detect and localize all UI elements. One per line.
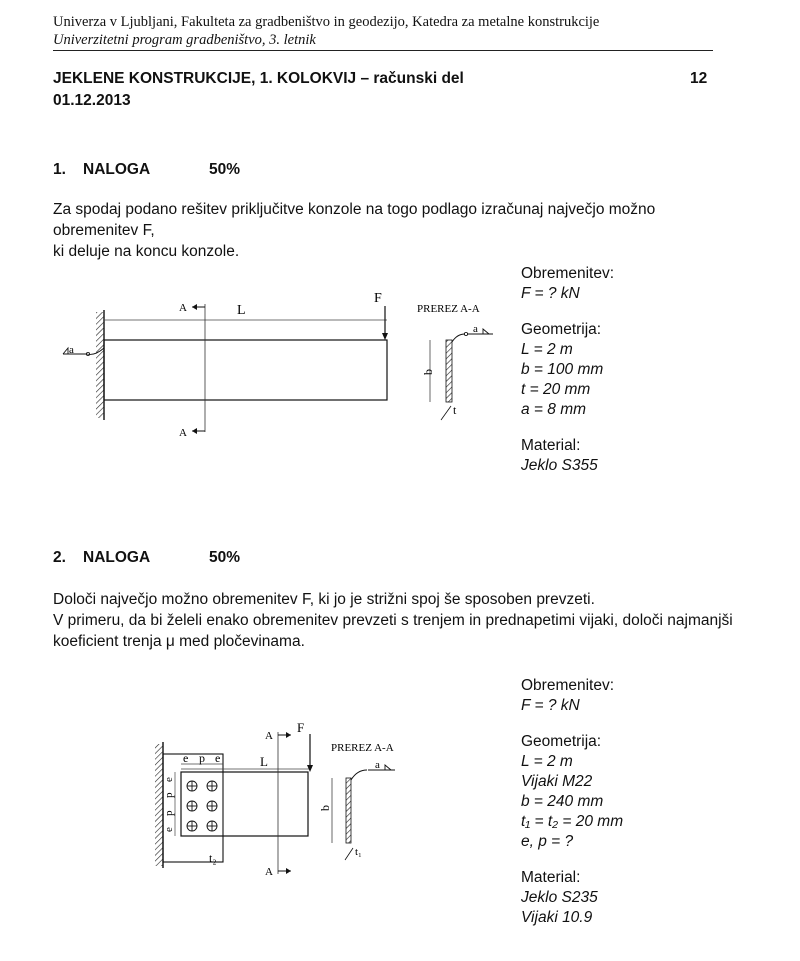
task2-load-label: Obremenitev: — [521, 677, 615, 694]
label-b: b — [421, 369, 435, 375]
header-divider — [53, 50, 713, 51]
task1-geometry-a: a = 8 mm — [521, 401, 587, 418]
task2-weight: 50% — [209, 549, 241, 566]
end-plate — [163, 754, 223, 862]
task2-material-steel: Jeklo S235 — [521, 889, 598, 906]
dim-e-top: e — [163, 777, 175, 782]
label-A-bottom: A — [179, 427, 187, 439]
dim-e-bottom: e — [163, 827, 175, 832]
task1-data — [521, 264, 614, 476]
label-F: F — [297, 720, 305, 735]
task2-geometry-b: b = 240 mm — [521, 793, 604, 810]
label-L: L — [260, 754, 268, 769]
section-plate — [446, 340, 452, 402]
label-A-top: A — [265, 730, 273, 742]
wall-hatch — [155, 744, 163, 866]
task1-name: NALOGA — [83, 161, 151, 178]
page-number: 12 — [690, 70, 708, 87]
task1-load-label: Obremenitev: — [521, 265, 615, 282]
task1-text-line1: Za spodaj podano rešitev priključitve konzole na togo podlago izračunaj največjo možno obremenitev F, — [53, 201, 656, 239]
label-t: t — [453, 403, 457, 417]
task2-material-bolts: Vijaki 10.9 — [521, 909, 593, 926]
task2-geometry-e-p: e, p = ? — [521, 833, 574, 850]
task1-cantilever-figure — [55, 280, 505, 450]
document-date: 01.12.2013 — [53, 92, 131, 109]
section-weld-a: a — [473, 323, 478, 335]
dim-p-vertical-1: p — [163, 810, 175, 816]
bolt-group — [187, 781, 217, 831]
task2-bolted-connection-figure — [145, 718, 405, 883]
task1-geometry-t: t = 20 mm — [521, 381, 591, 398]
wall-hatch — [96, 312, 104, 418]
dim-p-vertical-2: p — [163, 792, 175, 798]
label-F: F — [374, 291, 382, 306]
task1-text-line2: ki deluje na koncu konzole. — [53, 243, 240, 260]
task1-material-label: Material: — [521, 437, 581, 454]
university-header: Univerza v Ljubljani, Fakulteta za gradbeništvo in geodezijo, Katedra za metalne konstrukcije — [53, 14, 600, 30]
label-t2: t₂ — [209, 851, 217, 865]
task2-text-line3: koeficient trenja μ med pločevinama. — [53, 633, 305, 650]
task2-text-line1: Določi največjo možno obremenitev F, ki jo je strižni spoj še sposoben prevzeti. — [53, 591, 595, 608]
task1-weight: 50% — [209, 161, 241, 178]
task2-geometry-L: L = 2 m — [521, 753, 573, 770]
task2-geometry-bolts: Vijaki M22 — [521, 773, 593, 790]
task2-description — [53, 589, 733, 652]
section-title: PREREZ A-A — [331, 742, 394, 754]
cantilever-beam — [104, 340, 387, 400]
task2-name: NALOGA — [83, 549, 151, 566]
task1-number: 1. — [53, 161, 66, 178]
section-weld-a: a — [375, 759, 380, 771]
task2-geometry-label: Geometrija: — [521, 733, 602, 750]
task1-geometry-L: L = 2 m — [521, 341, 573, 358]
task2-load-value: F = ? kN — [521, 697, 580, 714]
task2-text-line2: V primeru, da bi želeli enako obremenitev prevzeti s trenjem in prednapetimi vijaki, določi najmanjši — [53, 612, 733, 629]
task1-material-steel: Jeklo S355 — [521, 457, 598, 474]
task2-material-label: Material: — [521, 869, 581, 886]
dim-e-left: e — [183, 751, 189, 765]
label-A-top: A — [179, 302, 187, 314]
label-t1: t₁ — [355, 846, 362, 858]
task2-data — [521, 676, 623, 928]
label-L: L — [237, 303, 246, 318]
task1-geometry-b: b = 100 mm — [521, 361, 604, 378]
task2-geometry-t: t₁ = t₂ = 20 mm — [521, 813, 624, 830]
task1-geometry-label: Geometrija: — [521, 321, 602, 338]
task1-description — [53, 199, 733, 262]
beam-plate — [181, 772, 308, 836]
section-title: PREREZ A-A — [417, 303, 480, 315]
section-plate — [346, 778, 351, 843]
label-A-bottom: A — [265, 866, 273, 878]
task1-load-value: F = ? kN — [521, 285, 580, 302]
task2-number: 2. — [53, 549, 66, 566]
weld-symbol-a: a — [69, 344, 74, 356]
dim-p-horizontal: p — [199, 751, 205, 765]
label-b: b — [318, 805, 332, 811]
dim-e-right: e — [215, 751, 221, 765]
program-header: Univerzitetni program gradbeništvo, 3. letnik — [53, 32, 316, 48]
document-title: JEKLENE KONSTRUKCIJE, 1. KOLOKVIJ – računski del — [53, 70, 464, 87]
